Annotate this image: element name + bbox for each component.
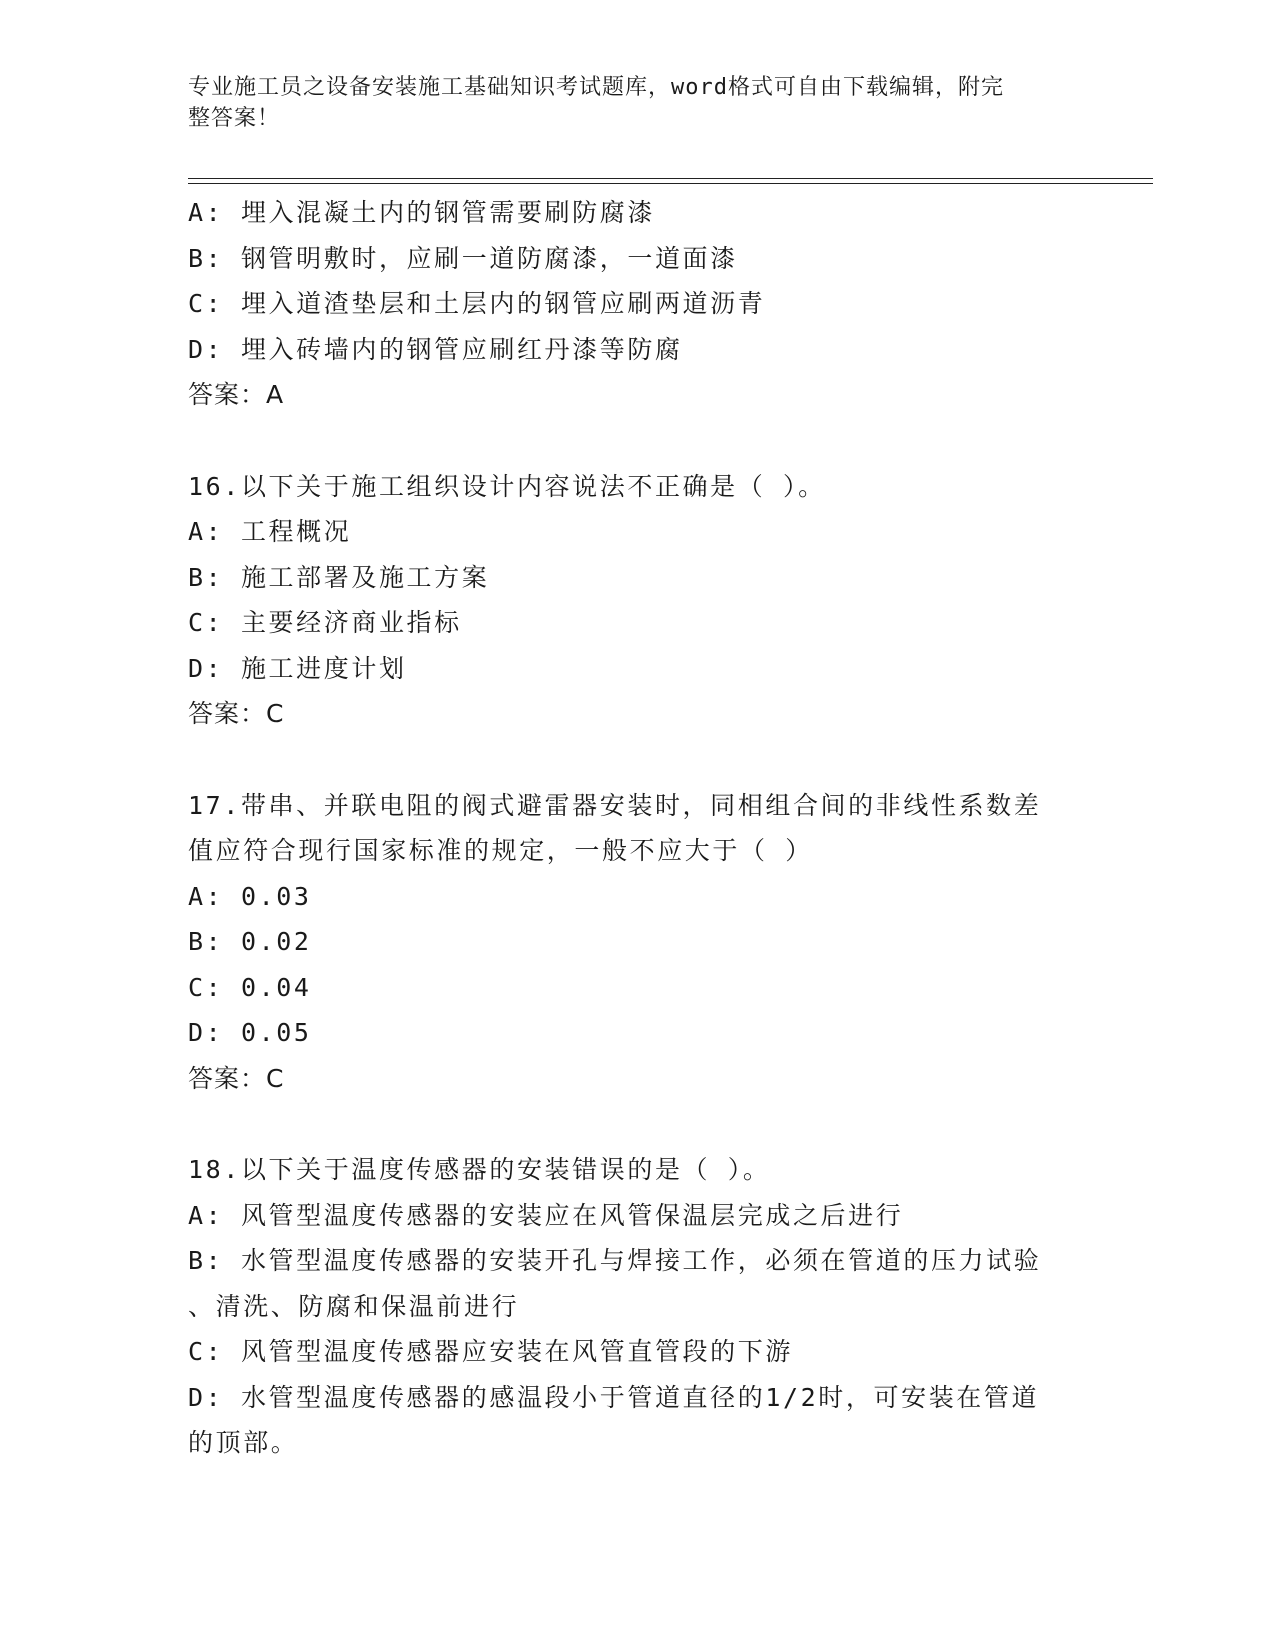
option-b: B: 施工部署及施工方案 xyxy=(188,562,490,592)
header-line-1: 专业施工员之设备安装施工基础知识考试题库，word格式可自由下载编辑，附完 xyxy=(188,75,1004,100)
option-a: A: 风管型温度传感器的安装应在风管保温层完成之后进行 xyxy=(188,1200,904,1230)
question-16 xyxy=(188,464,1088,737)
option-b-line-1: B: 水管型温度传感器的安装开孔与焊接工作，必须在管道的压力试验 xyxy=(188,1246,1042,1275)
option-d-line-1: D: 水管型温度传感器的感温段小于管道直径的1/2时，可安装在管道 xyxy=(188,1382,1040,1412)
option-b: B: 钢管明敷时，应刷一道防腐漆，一道面漆 xyxy=(188,243,738,273)
option-d: D: 0.05 xyxy=(188,1018,312,1047)
option-d: D: 施工进度计划 xyxy=(188,653,407,683)
option-a: A: 0.03 xyxy=(188,881,312,911)
header-line-2: 整答案！ xyxy=(188,106,281,131)
header-divider-top xyxy=(188,178,1153,179)
option-c: C: 埋入道渣垫层和土层内的钢管应刷两道沥青 xyxy=(188,289,766,318)
question-stem-line-1: 17.带串、并联电阻的阀式避雷器安装时，同相组合间的非线性系数差 xyxy=(188,790,1042,820)
question-stem-line-2: 值应符合现行国家标准的规定，一般不应大于（ ） xyxy=(188,836,813,865)
option-a: A: 埋入混凝土内的钢管需要刷防腐漆 xyxy=(188,198,655,227)
question-stem: 16.以下关于施工组织设计内容说法不正确是（ ）。 xyxy=(188,471,826,501)
question-15-continued xyxy=(188,190,1088,418)
answer: 答案：C xyxy=(188,1063,285,1093)
option-c: C: 主要经济商业指标 xyxy=(188,608,462,637)
option-a: A: 工程概况 xyxy=(188,517,352,546)
answer: 答案：A xyxy=(188,380,285,409)
question-stem: 18.以下关于温度传感器的安装错误的是（ ）。 xyxy=(188,1155,771,1184)
option-d-line-2: 的顶部。 xyxy=(188,1428,299,1457)
option-c: C: 0.04 xyxy=(188,972,312,1002)
option-c: C: 风管型温度传感器应安装在风管直管段的下游 xyxy=(188,1337,793,1366)
document-header xyxy=(188,72,1068,134)
question-18 xyxy=(188,1147,1088,1466)
option-b: B: 0.02 xyxy=(188,927,312,956)
header-divider-bottom xyxy=(188,183,1153,184)
option-b-line-2: 、清洗、防腐和保温前进行 xyxy=(188,1291,520,1321)
question-list xyxy=(188,190,1088,1466)
question-17 xyxy=(188,783,1088,1102)
option-d: D: 埋入砖墙内的钢管应刷红丹漆等防腐 xyxy=(188,334,683,364)
answer: 答案：C xyxy=(188,699,285,728)
